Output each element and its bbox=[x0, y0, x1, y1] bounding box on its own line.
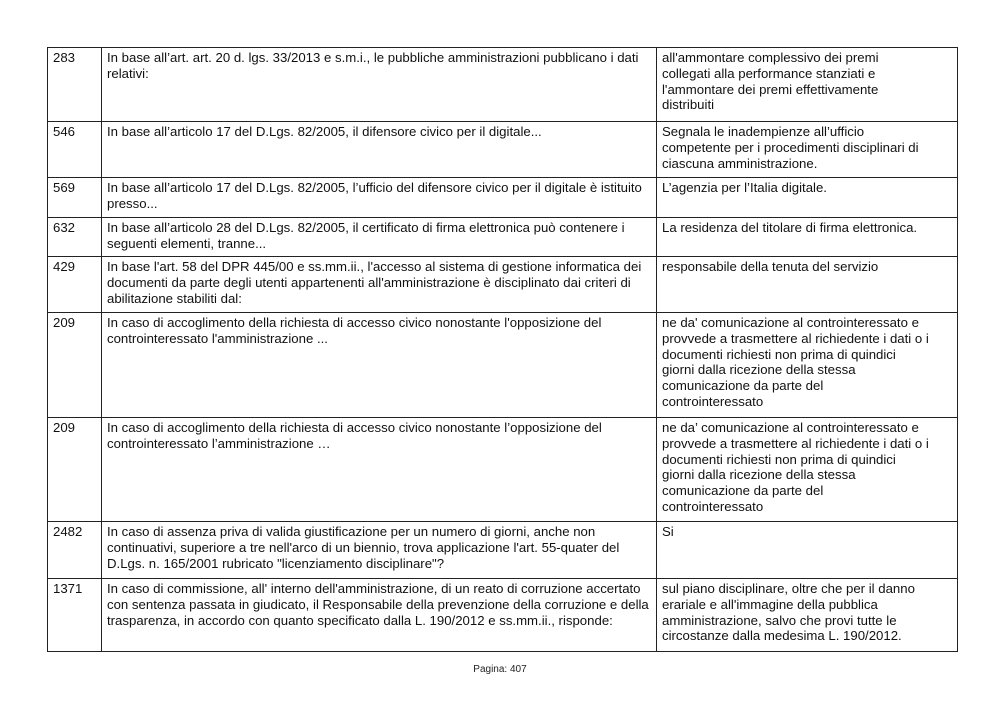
question-id: 2482 bbox=[48, 522, 102, 579]
table-row bbox=[48, 122, 958, 178]
answer-text: sul piano disciplinare, oltre che per il danno erariale e all'immagine della pubblica amministrazione, salvo che provi tutte le circostanze dalla medesima L. 190/2012. bbox=[657, 579, 958, 652]
table-row bbox=[48, 178, 958, 218]
table-row bbox=[48, 257, 958, 313]
question-text: In caso di commissione, all' interno dell'amministrazione, di un reato di corruzione accertato con sentenza passata in giudicato, il Responsabile della prevenzione della corruzione e della trasparenza, in accordo con quanto specificato dalla L. 190/2012 e ss.mm.ii., risponde: bbox=[102, 579, 657, 652]
question-id: 1371 bbox=[48, 579, 102, 652]
answer-text: responsabile della tenuta del servizio bbox=[657, 257, 958, 313]
question-id: 546 bbox=[48, 122, 102, 178]
question-id: 569 bbox=[48, 178, 102, 218]
table-row bbox=[48, 418, 958, 522]
table-row bbox=[48, 313, 958, 418]
question-text: In caso di accoglimento della richiesta di accesso civico nonostante l'opposizione del controinteressato l'amministrazione ... bbox=[102, 313, 657, 418]
table-row bbox=[48, 579, 958, 652]
question-text: In base all’articolo 17 del D.Lgs. 82/2005, l’ufficio del difensore civico per il digitale è istituito presso... bbox=[102, 178, 657, 218]
answer-text: Si bbox=[657, 522, 958, 579]
question-id: 429 bbox=[48, 257, 102, 313]
question-id: 283 bbox=[48, 48, 102, 122]
page-number-footer: Pagina: 407 bbox=[473, 664, 527, 675]
question-id: 632 bbox=[48, 218, 102, 257]
question-text: In caso di assenza priva di valida giustificazione per un numero di giorni, anche non continuativi, superiore a tre nell'arco di un biennio, trova applicazione l'art. 55-quater del D.Lgs. n. 165/2001 rubricato "licenziamento disciplinare"? bbox=[102, 522, 657, 579]
question-id: 209 bbox=[48, 418, 102, 522]
question-answer-table bbox=[47, 47, 958, 652]
answer-text: ne da’ comunicazione al controinteressato e provvede a trasmettere al richiedente i dati o i documenti richiesti non prima di quindici giorni dalla ricezione della stessa comunicazione da parte del controinteressato bbox=[657, 418, 958, 522]
question-text: In caso di accoglimento della richiesta di accesso civico nonostante l’opposizione del controinteressato l’amministrazione … bbox=[102, 418, 657, 522]
table-row bbox=[48, 522, 958, 579]
table-row bbox=[48, 218, 958, 257]
answer-text: Segnala le inadempienze all’ufficio competente per i procedimenti disciplinari di ciascuna amministrazione. bbox=[657, 122, 958, 178]
table-row bbox=[48, 48, 958, 122]
question-id: 209 bbox=[48, 313, 102, 418]
question-text: In base all’articolo 28 del D.Lgs. 82/2005, il certificato di firma elettronica può contenere i seguenti elementi, tranne... bbox=[102, 218, 657, 257]
question-text: In base all’art. art. 20 d. lgs. 33/2013 e s.m.i., le pubbliche amministrazioni pubblicano i dati relativi: bbox=[102, 48, 657, 122]
answer-text: ne da' comunicazione al controinteressato e provvede a trasmettere al richiedente i dati o i documenti richiesti non prima di quindici giorni dalla ricezione della stessa comunicazione da parte del controinteressato bbox=[657, 313, 958, 418]
answer-text: L’agenzia per l’Italia digitale. bbox=[657, 178, 958, 218]
answer-text: all'ammontare complessivo dei premi collegati alla performance stanziati e l'ammontare dei premi effettivamente distribuiti bbox=[657, 48, 958, 122]
answer-text: La residenza del titolare di firma elettronica. bbox=[657, 218, 958, 257]
question-text: In base l'art. 58 del DPR 445/00 e ss.mm.ii., l'accesso al sistema di gestione informatica dei documenti da parte degli utenti appartenenti all'amministrazione è disciplinato dai criteri di abilitazione stabiliti dal: bbox=[102, 257, 657, 313]
question-text: In base all’articolo 17 del D.Lgs. 82/2005, il difensore civico per il digitale... bbox=[102, 122, 657, 178]
